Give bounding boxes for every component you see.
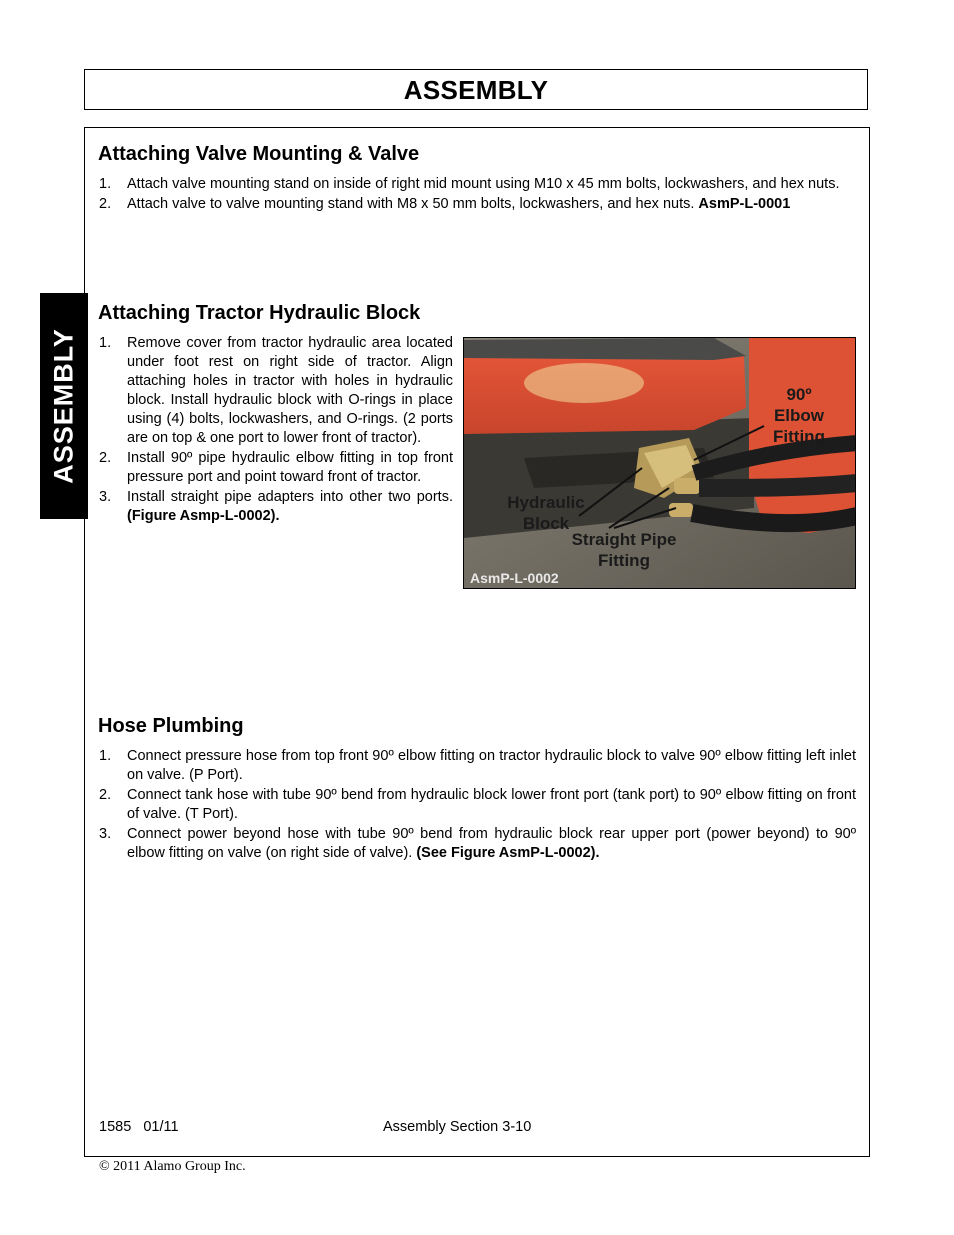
list-item (99, 334, 453, 448)
list-item (99, 175, 856, 194)
valve-mounting-steps (99, 175, 856, 215)
step-number: 2. (99, 787, 112, 803)
section-heading-valve-mounting: Attaching Valve Mounting & Valve (98, 143, 420, 165)
content-box (84, 127, 870, 1157)
step-reference: AsmP-L-0001 (698, 196, 791, 212)
hydraulic-block-steps (99, 334, 453, 527)
step-text: Connect pressure hose from top front 90º elbow fitting on tractor hydraulic block to valve 90º elbow fitting left inlet on valve. (P Port). (127, 748, 856, 783)
step-text: Install 90º pipe hydraulic elbow fitting in top front pressure port and point toward front of tractor. (127, 450, 453, 485)
side-tab-label: ASSEMBLY (48, 328, 79, 484)
section-heading-hydraulic-block: Attaching Tractor Hydraulic Block (98, 302, 421, 324)
label-elbow-fitting: 90º Elbow Fitting (773, 385, 825, 446)
step-reference: (Figure Asmp-L-0002). (127, 508, 280, 524)
step-text: Connect tank hose with tube 90º bend from hydraulic block lower front port (tank port) to 90º elbow fitting on front of valve. (T Port). (127, 787, 856, 822)
step-text: Install straight pipe adapters into other two ports. (127, 489, 453, 505)
step-number: 3. (99, 826, 112, 842)
step-text: Attach valve to valve mounting stand with M8 x 50 mm bolts, lockwashers, and hex nuts. (127, 196, 699, 212)
step-number: 3. (99, 489, 112, 505)
section-heading-hose-plumbing: Hose Plumbing (98, 715, 244, 737)
footer-section: Assembly Section 3-10 (383, 1119, 532, 1135)
list-item (99, 449, 453, 487)
header-box (84, 69, 868, 110)
side-tab (40, 293, 88, 519)
list-item (99, 488, 453, 526)
list-item (99, 825, 856, 863)
step-number: 2. (99, 450, 112, 466)
label-straight-pipe-fitting: Straight Pipe Fitting (571, 530, 677, 570)
step-text: Connect power beyond hose with tube 90º bend from hydraulic block rear upper port (power beyond) to 90º elbow fitting on valve (on right side of valve). (127, 826, 856, 861)
step-text: Remove cover from tractor hydraulic area located under foot rest on right side of tractor. Align attaching holes in tractor with holes in hydraulic block. Install hydraulic block with O-rings in place using (4) bolts, lockwashers, and O-rings. (2 ports are on top & one port to lower front of tractor). (127, 335, 453, 446)
step-number: 2. (99, 196, 112, 212)
list-item (99, 786, 856, 824)
label-hydraulic-block: Hydraulic Block (507, 493, 585, 533)
hydraulic-block-photo (463, 337, 856, 589)
footer-model-date: 1585 01/11 (99, 1119, 179, 1135)
page-title: ASSEMBLY (403, 75, 549, 105)
step-reference: (See Figure AsmP-L-0002). (416, 845, 600, 861)
hose-plumbing-steps (99, 747, 856, 864)
list-item (99, 747, 856, 785)
step-text: Attach valve mounting stand on inside of right mid mount using M10 x 45 mm bolts, lockwashers, and hex nuts. (127, 176, 840, 192)
step-number: 1. (99, 335, 112, 351)
step-number: 1. (99, 176, 112, 192)
step-number: 1. (99, 748, 112, 764)
copyright: © 2011 Alamo Group Inc. (99, 1159, 246, 1174)
figure-id: AsmP-L-0002 (470, 570, 559, 586)
list-item (99, 195, 856, 214)
